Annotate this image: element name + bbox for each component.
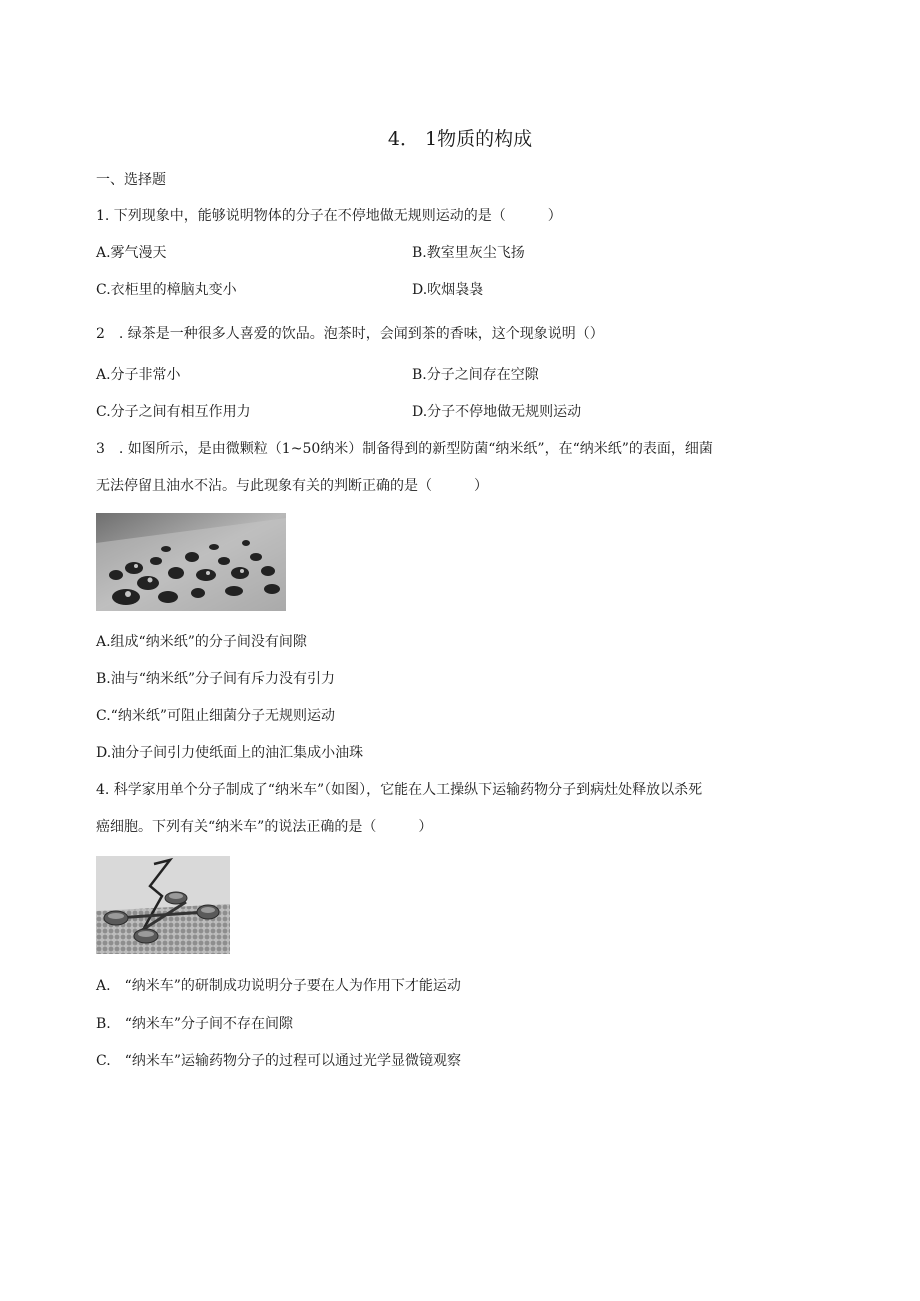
q4-stem-line-2: 癌细胞。下列有关“纳米车”的说法正确的是（ ） <box>96 819 433 835</box>
q2-stem: 2 . 绿茶是一种很多人喜爱的饮品。泡茶时，会闻到茶的香味，这个现象说明（） <box>96 326 604 342</box>
q4-option-b: B. “纳米车”分子间不存在间隙 <box>96 1016 294 1032</box>
q3-option-c: C.“纳米纸”可阻止细菌分子无规则运动 <box>96 708 335 724</box>
page-title: 4． 1物质的构成 <box>387 128 533 150</box>
q1-option-b: B.教室里灰尘飞扬 <box>412 245 525 261</box>
q2-option-b: B.分子之间存在空隙 <box>412 367 539 383</box>
q3-stem-line-2: 无法停留且油水不沾。与此现象有关的判断正确的是（ ） <box>96 478 488 494</box>
q1-option-a: A.雾气漫天 <box>96 245 167 261</box>
section-heading: 一、选择题 <box>96 172 166 188</box>
q3-option-d: D.油分子间引力使纸面上的油汇集成小油珠 <box>96 745 364 761</box>
q2-option-c: C.分子之间有相互作用力 <box>96 404 251 420</box>
q2-option-d: D.分子不停地做无规则运动 <box>412 404 582 420</box>
q1-option-d: D.吹烟袅袅 <box>412 282 484 298</box>
q3-option-b: B.油与“纳米纸”分子间有斥力没有引力 <box>96 671 336 687</box>
q1-stem: 1. 下列现象中，能够说明物体的分子在不停地做无规则运动的是（ ） <box>96 208 562 224</box>
q4-option-a: A. “纳米车”的研制成功说明分子要在人为作用下才能运动 <box>96 978 461 994</box>
nanocar-figure <box>96 856 230 954</box>
q3-option-a: A.组成“纳米纸”的分子间没有间隙 <box>96 634 307 650</box>
q1-option-c: C.衣柜里的樟脑丸变小 <box>96 282 237 298</box>
q3-stem-line-1: 3 . 如图所示，是由微颗粒（1~50纳米）制备得到的新型防菌“纳米纸”，在“纳米纸”的表面，细菌 <box>96 441 713 457</box>
q4-stem-line-1: 4. 科学家用单个分子制成了“纳米车”（如图），它能在人工操纵下运输药物分子到病灶处释放以杀死 <box>96 782 703 798</box>
nano-paper-figure <box>96 513 286 611</box>
q4-option-c: C. “纳米车”运输药物分子的过程可以通过光学显微镜观察 <box>96 1053 461 1069</box>
q2-option-a: A.分子非常小 <box>96 367 181 383</box>
